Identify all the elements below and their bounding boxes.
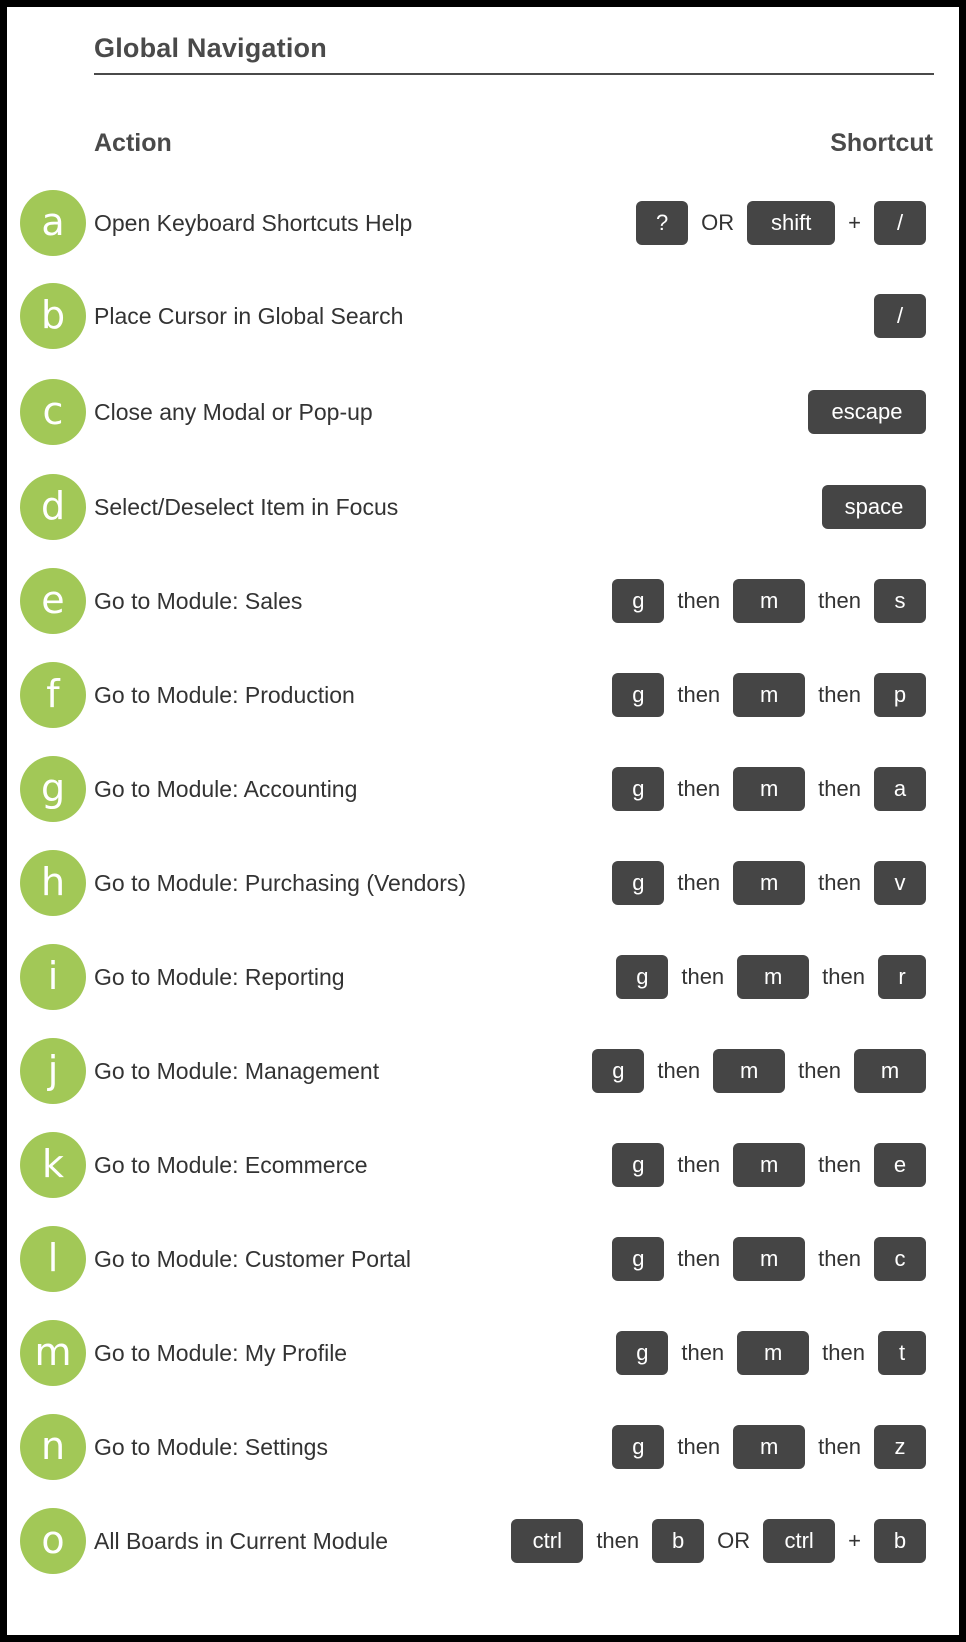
key-separator: then — [818, 1434, 861, 1459]
key-cap: m — [733, 1237, 805, 1281]
key-cap: g — [612, 767, 664, 811]
action-label: Go to Module: Production — [94, 682, 355, 708]
key-separator: then — [818, 682, 861, 707]
action-label: Open Keyboard Shortcuts Help — [94, 210, 413, 236]
key-separator: then — [677, 776, 721, 801]
key-separator: then — [818, 870, 861, 895]
row-letter-badge: m — [20, 1320, 86, 1386]
action-label: Go to Module: Reporting — [94, 964, 345, 990]
shortcut-row — [7, 850, 959, 916]
shortcut-row — [7, 756, 959, 822]
shortcut-keys — [808, 379, 926, 445]
key-cap: / — [874, 201, 926, 245]
key-separator: then — [677, 588, 721, 613]
key-cap: z — [874, 1425, 926, 1469]
key-cap: / — [874, 294, 926, 338]
row-letter-badge: c — [20, 379, 86, 445]
key-cap: g — [612, 1143, 664, 1187]
action-label: Go to Module: Accounting — [94, 776, 358, 802]
key-cap: b — [652, 1519, 704, 1563]
key-cap: escape — [808, 390, 926, 434]
shortcut-row — [7, 1414, 959, 1480]
key-cap: m — [733, 861, 805, 905]
key-cap: g — [612, 579, 664, 623]
key-cap: m — [733, 673, 805, 717]
shortcut-row — [7, 1132, 959, 1198]
row-letter-badge: i — [20, 944, 86, 1010]
key-separator: then — [818, 1152, 861, 1177]
row-letter-badge: f — [20, 662, 86, 728]
key-separator: then — [677, 870, 721, 895]
action-label: Go to Module: Purchasing (Vendors) — [94, 870, 467, 896]
key-separator: then — [677, 1246, 721, 1271]
row-letter-badge: o — [20, 1508, 86, 1574]
shortcut-row — [7, 474, 959, 540]
action-label: Go to Module: My Profile — [94, 1340, 348, 1366]
key-cap: m — [713, 1049, 785, 1093]
key-separator: then — [822, 964, 865, 989]
row-letter-badge: a — [20, 190, 86, 256]
key-separator: then — [822, 1340, 865, 1365]
row-letter-badge: l — [20, 1226, 86, 1292]
key-cap: g — [616, 1331, 668, 1375]
action-label: Go to Module: Ecommerce — [94, 1152, 368, 1178]
title-divider — [94, 73, 934, 75]
key-cap: p — [874, 673, 926, 717]
shortcut-keys — [636, 190, 926, 256]
shortcut-keys — [612, 568, 926, 634]
row-letter-badge: g — [20, 756, 86, 822]
row-letter-badge: b — [20, 283, 86, 349]
key-cap: g — [612, 1425, 664, 1469]
shortcut-row — [7, 1320, 959, 1386]
shortcut-row — [7, 568, 959, 634]
key-separator: then — [818, 588, 861, 613]
shortcut-keys — [612, 1226, 926, 1292]
shortcut-row — [7, 662, 959, 728]
key-separator: then — [677, 1434, 721, 1459]
action-label: Place Cursor in Global Search — [94, 303, 404, 329]
shortcut-keys — [612, 1132, 926, 1198]
row-letter-badge: e — [20, 568, 86, 634]
key-cap: ? — [636, 201, 688, 245]
row-letter-badge: k — [20, 1132, 86, 1198]
key-separator: OR — [717, 1528, 751, 1553]
key-cap: space — [822, 485, 926, 529]
key-separator: then — [677, 1152, 721, 1177]
key-cap: g — [616, 955, 668, 999]
column-header-action: Action — [94, 129, 172, 157]
shortcut-keys — [612, 1414, 926, 1480]
key-separator: then — [798, 1058, 841, 1083]
key-separator: then — [818, 1246, 861, 1271]
shortcut-row — [7, 1226, 959, 1292]
key-separator: then — [818, 776, 861, 801]
action-label: Close any Modal or Pop-up — [94, 399, 373, 425]
key-cap: g — [612, 861, 664, 905]
row-letter-badge: d — [20, 474, 86, 540]
key-cap: ctrl — [763, 1519, 835, 1563]
key-cap: m — [733, 579, 805, 623]
key-cap: g — [592, 1049, 644, 1093]
section-title: Global Navigation — [94, 33, 327, 63]
key-cap: g — [612, 673, 664, 717]
key-cap: m — [854, 1049, 926, 1093]
key-separator: then — [681, 964, 725, 989]
key-cap: b — [874, 1519, 926, 1563]
key-separator: then — [677, 682, 721, 707]
key-cap: m — [737, 1331, 809, 1375]
key-cap: m — [733, 767, 805, 811]
key-separator: then — [657, 1058, 701, 1083]
key-cap: v — [874, 861, 926, 905]
shortcut-row — [7, 1038, 959, 1104]
shortcut-row — [7, 190, 959, 256]
row-letter-badge: n — [20, 1414, 86, 1480]
key-separator: then — [596, 1528, 640, 1553]
key-cap: shift — [747, 201, 835, 245]
shortcut-row — [7, 283, 959, 349]
shortcut-keys — [616, 1320, 926, 1386]
shortcut-row — [7, 379, 959, 445]
shortcut-row — [7, 1508, 959, 1574]
key-separator: then — [681, 1340, 725, 1365]
shortcut-keys — [616, 944, 926, 1010]
key-cap: m — [737, 955, 809, 999]
shortcut-keys — [612, 662, 926, 728]
key-separator: + — [848, 210, 861, 235]
action-label: Go to Module: Management — [94, 1058, 380, 1084]
key-cap: e — [874, 1143, 926, 1187]
action-label: Go to Module: Customer Portal — [94, 1246, 412, 1272]
row-letter-badge: h — [20, 850, 86, 916]
shortcut-keys — [822, 474, 926, 540]
key-cap: ctrl — [511, 1519, 583, 1563]
key-cap: c — [874, 1237, 926, 1281]
shortcut-keys — [592, 1038, 926, 1104]
key-cap: g — [612, 1237, 664, 1281]
row-letter-badge: j — [20, 1038, 86, 1104]
key-cap: m — [733, 1425, 805, 1469]
action-label: Go to Module: Sales — [94, 588, 303, 614]
key-separator: OR — [701, 210, 735, 235]
action-label: All Boards in Current Module — [94, 1528, 389, 1554]
key-cap: t — [878, 1331, 926, 1375]
key-cap: a — [874, 767, 926, 811]
key-cap: s — [874, 579, 926, 623]
action-label: Select/Deselect Item in Focus — [94, 494, 399, 520]
action-label: Go to Module: Settings — [94, 1434, 328, 1460]
key-separator: + — [848, 1528, 861, 1553]
shortcuts-panel — [7, 7, 959, 1635]
shortcut-keys — [874, 283, 926, 349]
shortcut-keys — [612, 756, 926, 822]
column-header-shortcut: Shortcut — [830, 129, 933, 157]
shortcut-row — [7, 944, 959, 1010]
key-cap: m — [733, 1143, 805, 1187]
shortcut-keys — [612, 850, 926, 916]
key-cap: r — [878, 955, 926, 999]
shortcut-keys — [511, 1508, 926, 1574]
